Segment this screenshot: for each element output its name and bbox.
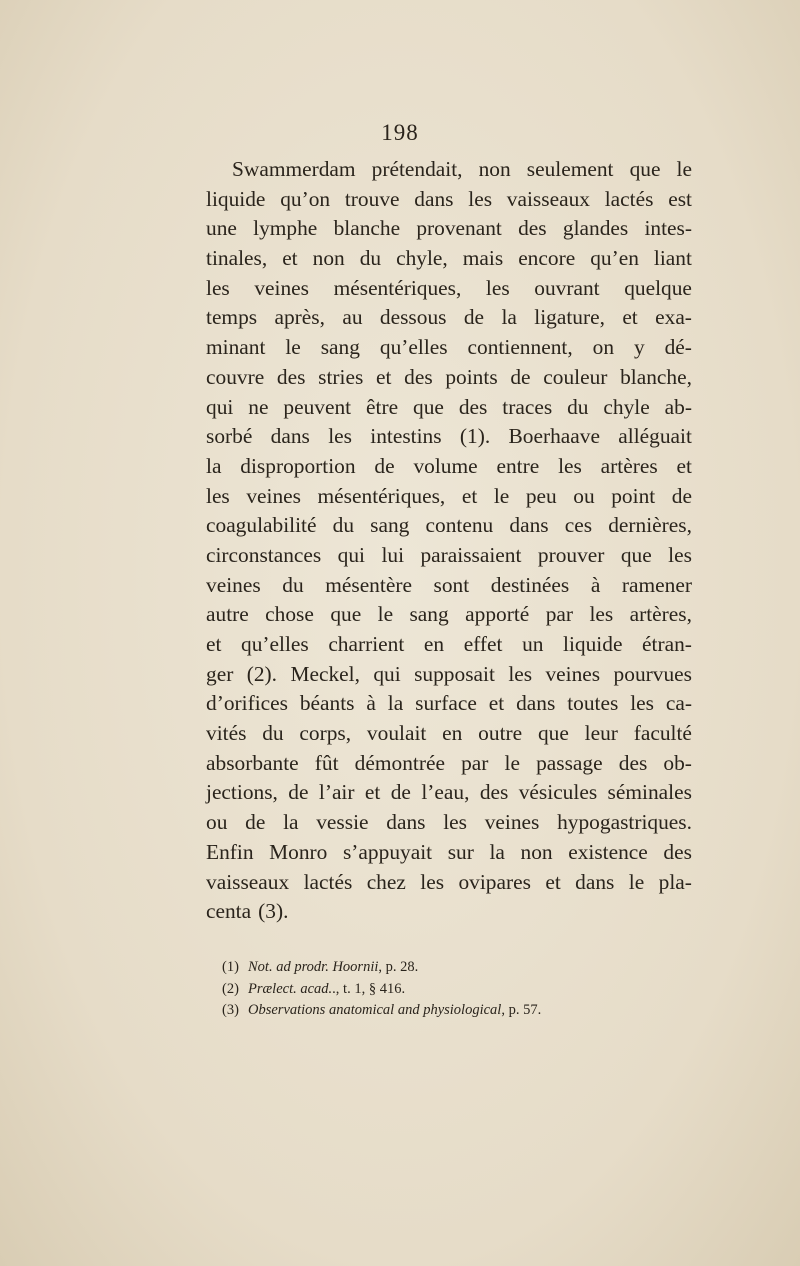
text-line (206, 155, 692, 185)
word: peuvent (283, 394, 352, 419)
word: veines (545, 661, 601, 686)
word: après, (274, 305, 325, 330)
text-line (206, 363, 692, 393)
word: dans (386, 810, 426, 835)
word: circonstances (206, 542, 322, 567)
word: qu’elles (379, 335, 448, 360)
word: de (510, 364, 531, 389)
word: des (404, 364, 433, 389)
word: leur (584, 721, 618, 746)
word: traces (502, 394, 553, 419)
word: que (620, 542, 652, 567)
word: dans (414, 186, 454, 211)
word: vités (206, 721, 247, 746)
word: chose (265, 602, 314, 627)
word: chyle, (396, 246, 448, 271)
word: ligature, (534, 305, 605, 330)
word: vessie (316, 810, 369, 835)
word: au (342, 305, 363, 330)
word: s’appuyait (342, 839, 433, 864)
footnote-reference: ., t. 1, § 416. (332, 980, 406, 997)
word: lymphe (253, 216, 318, 241)
word: la (387, 691, 404, 716)
word: charrient (328, 632, 405, 656)
word: faculté (633, 721, 692, 746)
word: à (590, 572, 601, 597)
word: la (206, 453, 222, 478)
word: liquide (206, 186, 266, 211)
word: dé- (664, 335, 692, 360)
word: (1). (459, 424, 491, 449)
word: qui (206, 394, 234, 419)
word: du (262, 721, 284, 746)
word: lactés (604, 186, 654, 211)
text-line (206, 868, 692, 898)
word: fût (314, 750, 339, 775)
word: entre (496, 453, 540, 478)
word: apporté (465, 602, 530, 627)
word: les (328, 424, 352, 449)
word: blanche, (620, 364, 692, 389)
word: le (285, 335, 301, 360)
word: l’air (318, 780, 355, 805)
word: tinales, (206, 246, 268, 271)
word: veines (206, 572, 261, 597)
word: sang (320, 335, 360, 360)
word: minant (206, 335, 266, 360)
text-line (206, 660, 692, 690)
word: des (663, 839, 692, 864)
word: centa (206, 899, 252, 924)
footnote-reference: , p. 57. (501, 1002, 542, 1019)
word: sang (409, 602, 449, 627)
word: trouve (344, 186, 400, 211)
word: étran- (642, 632, 692, 656)
text-line (206, 778, 692, 808)
word: les (420, 869, 445, 894)
word: outre (478, 721, 523, 746)
word: vaisseaux (206, 869, 290, 894)
word: le (628, 869, 645, 894)
word: les (468, 186, 493, 211)
word: dernières, (608, 513, 692, 538)
word: de (245, 810, 266, 835)
word: le (504, 750, 520, 775)
word: que (537, 721, 569, 746)
word: couleur (543, 364, 608, 389)
word: sorbé (206, 424, 253, 449)
word: contiennent, (467, 335, 573, 360)
word: chyle (603, 394, 650, 419)
word: à (366, 691, 376, 716)
word: sur (447, 839, 474, 864)
word: des (479, 780, 509, 805)
word: ne (248, 394, 269, 419)
footnote-title: Prælect. acad. (248, 980, 333, 997)
text-line (206, 244, 692, 274)
word: les (589, 602, 614, 627)
word: pla- (658, 869, 692, 894)
word: béants (299, 691, 355, 716)
word: de (463, 305, 485, 330)
word: paraissaient (420, 542, 522, 567)
word: prétendait, (371, 157, 463, 181)
word: mésentériques, (333, 275, 462, 300)
word: qu’elles (241, 632, 309, 656)
word: voulait (366, 721, 427, 746)
word: volume (413, 453, 478, 478)
word: contenu (425, 513, 494, 538)
word: vésicules (518, 780, 598, 805)
word: que (629, 157, 661, 181)
word: et (488, 691, 505, 716)
word: glandes (562, 216, 629, 241)
text-line (206, 303, 692, 333)
text-line (206, 482, 692, 512)
word: on (592, 335, 615, 360)
word: les (668, 542, 692, 567)
word: des (276, 364, 306, 389)
word: de (288, 780, 309, 805)
word: existence (568, 839, 648, 864)
word: mésentériques, (317, 483, 446, 508)
word: vaisseaux (506, 186, 590, 211)
word: alléguait (618, 424, 692, 449)
word: artères, (629, 602, 692, 627)
text-line (206, 719, 692, 749)
word: veines (484, 810, 540, 835)
word: absorbante (206, 750, 299, 775)
word: les (630, 691, 654, 716)
word: d’orifices (206, 691, 288, 716)
footnote-title: Observations anatomical and physiological (248, 1002, 502, 1019)
word: ab- (664, 394, 692, 419)
word: du (359, 246, 382, 271)
word: intestins (370, 424, 442, 449)
word: du (332, 513, 355, 538)
word: Boerhaave (508, 424, 600, 449)
word: en (423, 632, 445, 656)
word: ger (206, 661, 234, 686)
word: et (545, 869, 561, 894)
text-line (206, 541, 692, 571)
word: ou (573, 483, 595, 508)
word: séminales (607, 780, 692, 805)
word: Monro (269, 839, 328, 864)
word: veines (246, 483, 301, 508)
word: hypogastriques. (557, 810, 692, 835)
word: est (668, 186, 692, 211)
word: y (633, 335, 645, 360)
word: non (520, 839, 553, 864)
word: disproportion (240, 453, 356, 478)
footnote-number: (3) (222, 1002, 239, 1019)
footnote-number: (1) (222, 959, 239, 975)
word: le (377, 602, 394, 627)
word: des (618, 750, 648, 775)
word: Swammerdam (232, 157, 356, 181)
word: la (501, 305, 517, 330)
word: ouvrant (534, 275, 600, 300)
body-text (206, 155, 692, 927)
text-line (206, 808, 692, 838)
text-line (206, 452, 692, 482)
word: des (458, 394, 488, 419)
word: la (489, 839, 505, 864)
word: artères (600, 453, 658, 478)
word: qu’en (590, 246, 639, 271)
word: et (622, 305, 638, 330)
text-line (206, 274, 692, 304)
word: couvre (206, 364, 265, 389)
text-line (206, 749, 692, 779)
word: liant (653, 246, 692, 271)
word: coagulabilité (206, 513, 317, 538)
word: veines (254, 275, 310, 300)
word: ovipares (458, 869, 531, 894)
text-line (206, 689, 692, 719)
word: que (413, 394, 444, 419)
word: toutes (567, 691, 619, 716)
word: et (375, 364, 392, 389)
word: jections, (206, 780, 278, 805)
footnote (222, 1000, 692, 1022)
word: être (366, 394, 399, 419)
text-line (206, 185, 692, 215)
word: non (312, 246, 345, 271)
word: le (493, 483, 510, 508)
word: et (461, 483, 478, 508)
word: ca- (665, 691, 692, 716)
word: l’eau, (421, 780, 470, 805)
text-line (206, 571, 692, 601)
word: point (611, 483, 656, 508)
word: stries (318, 364, 364, 389)
word: les (206, 275, 230, 300)
word: et (364, 780, 381, 805)
footnote-reference: , p. 28. (378, 959, 419, 975)
word: ces (564, 513, 593, 538)
word: dessous (379, 305, 447, 330)
word: lactés (303, 869, 353, 894)
word: une (206, 216, 237, 241)
word: intes- (644, 216, 692, 241)
word: les (443, 810, 467, 835)
word: sang (370, 513, 410, 538)
word: les (206, 483, 230, 508)
word: les (485, 275, 510, 300)
page-number: 198 (381, 120, 419, 145)
word: blanche (333, 216, 401, 241)
word: qui (337, 542, 365, 567)
word: sont (433, 572, 470, 597)
word: prouver (537, 542, 605, 567)
word: pourvues (613, 661, 692, 686)
word: du (567, 394, 589, 419)
text-line (206, 630, 692, 660)
footnote-title: Not. ad prodr. Hoornii (248, 959, 379, 975)
word: passage (536, 750, 603, 775)
word: lui (381, 542, 405, 567)
word: effet (463, 632, 503, 656)
word: et (206, 632, 222, 656)
word: seulement (526, 157, 614, 181)
text-line (206, 333, 692, 363)
word: (3). (258, 899, 289, 924)
word: ou (206, 810, 228, 835)
word: provenant (416, 216, 502, 241)
footnote-number: (2) (222, 980, 239, 997)
word: destinées (490, 572, 570, 597)
text-line (206, 511, 692, 541)
word: qui (373, 661, 401, 686)
word: quelque (624, 275, 692, 300)
word: du (282, 572, 304, 597)
word: dans (509, 513, 549, 538)
text-line (206, 897, 692, 927)
word: peu (525, 483, 557, 508)
word: la (283, 810, 299, 835)
footnotes (222, 957, 692, 1022)
word: par (545, 602, 574, 627)
word: dans (270, 424, 310, 449)
word: les (508, 661, 533, 686)
word: temps (206, 305, 258, 330)
word: dans (575, 869, 615, 894)
word: des (518, 216, 547, 241)
text-line (206, 600, 692, 630)
footnote (222, 979, 692, 1001)
word: qu’on (280, 186, 331, 211)
word: de (671, 483, 692, 508)
word: non (478, 157, 511, 181)
word: dans (516, 691, 556, 716)
word: et (282, 246, 298, 271)
word: ob- (663, 750, 692, 775)
word: mais (462, 246, 504, 271)
word: de (390, 780, 411, 805)
word: exa- (655, 305, 692, 330)
word: les (558, 453, 582, 478)
word: autre (206, 602, 249, 627)
text-line (206, 214, 692, 244)
word: par (461, 750, 489, 775)
word: chez (366, 869, 406, 894)
word: points (445, 364, 498, 389)
text-line (206, 422, 692, 452)
word: de (374, 453, 395, 478)
word: démontrée (354, 750, 445, 775)
footnote (222, 957, 692, 979)
word: un (522, 632, 544, 656)
word: en (442, 721, 463, 746)
text-line (206, 838, 692, 868)
word: supposait (414, 661, 495, 686)
word: corps, (299, 721, 352, 746)
word: le (676, 157, 692, 181)
word: encore (518, 246, 576, 271)
word: liquide (563, 632, 623, 656)
text-line (206, 393, 692, 423)
word: Meckel, (290, 661, 360, 686)
word: ramener (621, 572, 692, 597)
word: Enfin (206, 839, 254, 864)
word: que (330, 602, 362, 627)
word: (2). (246, 661, 278, 686)
word: mésentère (325, 572, 412, 597)
word: et (676, 453, 692, 478)
word: surface (415, 691, 477, 716)
